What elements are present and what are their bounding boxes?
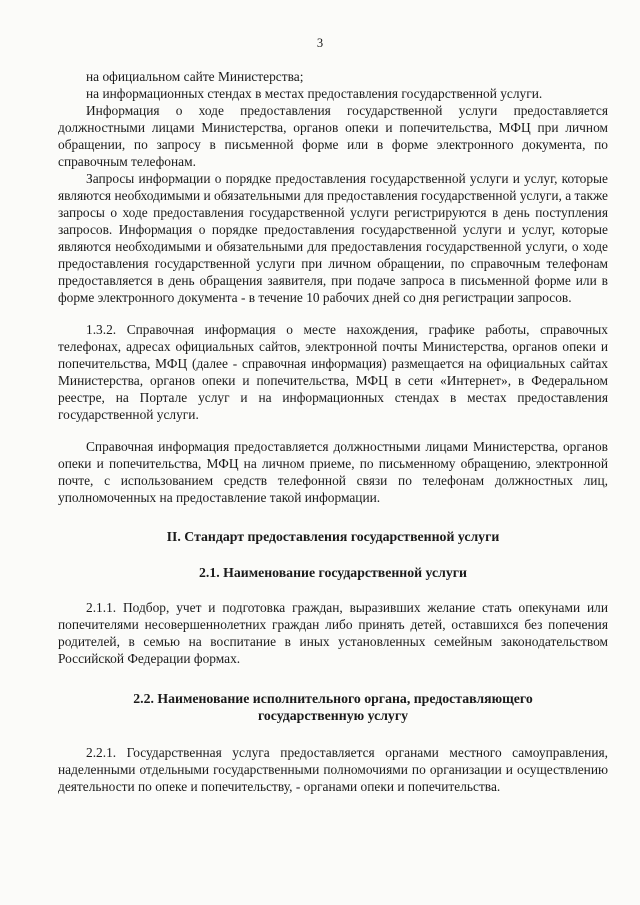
document-body	[58, 68, 608, 795]
paragraph-2-2-1: 2.2.1. Государственная услуга предоставляется органами местного самоуправления, наделенными отдельными государственными полномочиями по организации и осуществлению деятельности по опеке и попечительству, - органами опеки и попечительства.	[58, 745, 608, 794]
paragraph: Запросы информации о порядке предоставления государственной услуги и услуг, которые являются необходимыми и обязательными для предоставления государственной услуги, а также запросы о ходе предоставления государственной услуги регистрируются в день поступления запросов. Информация о порядке предоставления государственной услуги и услуг, которые являются необходимыми и обязательными для предоставления государственной услуги, о ходе предоставления государственной услуги при личном обращении, по справочным телефонам предоставляется в день обращения заявителя, при подаче запроса в письменной форме или в форме электронного документа - в течение 10 рабочих дней со дня регистрации запросов.	[58, 171, 608, 305]
page-number: 3	[316, 36, 324, 50]
paragraph: на информационных стендах в местах предоставления государственной услуги.	[86, 86, 543, 101]
subsection-2-2-title-line1: 2.2. Наименование исполнительного органа, предоставляющего	[133, 691, 533, 706]
paragraph: на официальном сайте Министерства;	[86, 69, 304, 84]
subsection-2-1-title: 2.1. Наименование государственной услуги	[198, 565, 468, 580]
paragraph-2-1-1: 2.1.1. Подбор, учет и подготовка граждан, выразивших желание стать опекунами или попечителями несовершеннолетних граждан либо принять детей, оставшихся без попечения родителей, в семью на воспитание в иных установленных семейным законодательством Российской Федерации формах.	[58, 600, 608, 666]
paragraph-reference-info: Справочная информация предоставляется должностными лицами Министерства, органов опеки и попечительства, МФЦ на личном приеме, по письменному обращению, электронной почте, с использованием средств телефонной связи по телефонам должностных лиц, уполномоченных на предоставление такой информации.	[58, 439, 608, 505]
section-title: II. Стандарт предоставления государственной услуги	[166, 529, 500, 544]
subsection-2-2-title-line2: государственную услугу	[257, 708, 408, 723]
paragraph: Информация о ходе предоставления государственной услуги предоставляется должностными лицами Министерства, органов опеки и попечительства, МФЦ при личном обращении, по запросу в письменной форме или в форме электронного документа, по справочным телефонам.	[58, 103, 608, 169]
subsection-2-2-title	[58, 690, 608, 724]
paragraph-1-3-2: 1.3.2. Справочная информация о месте нахождения, графике работы, справочных телефонах, адресах официальных сайтов, электронной почты Министерства, органов опеки и попечительства, МФЦ (далее - справочная информация) размещается на официальных сайтах Министерства, органов опеки и попечительства, МФЦ в сети «Интернет», в Федеральном реестре, на Портале услуг и на информационных стендах в местах предоставления государственной услуги.	[58, 322, 608, 422]
